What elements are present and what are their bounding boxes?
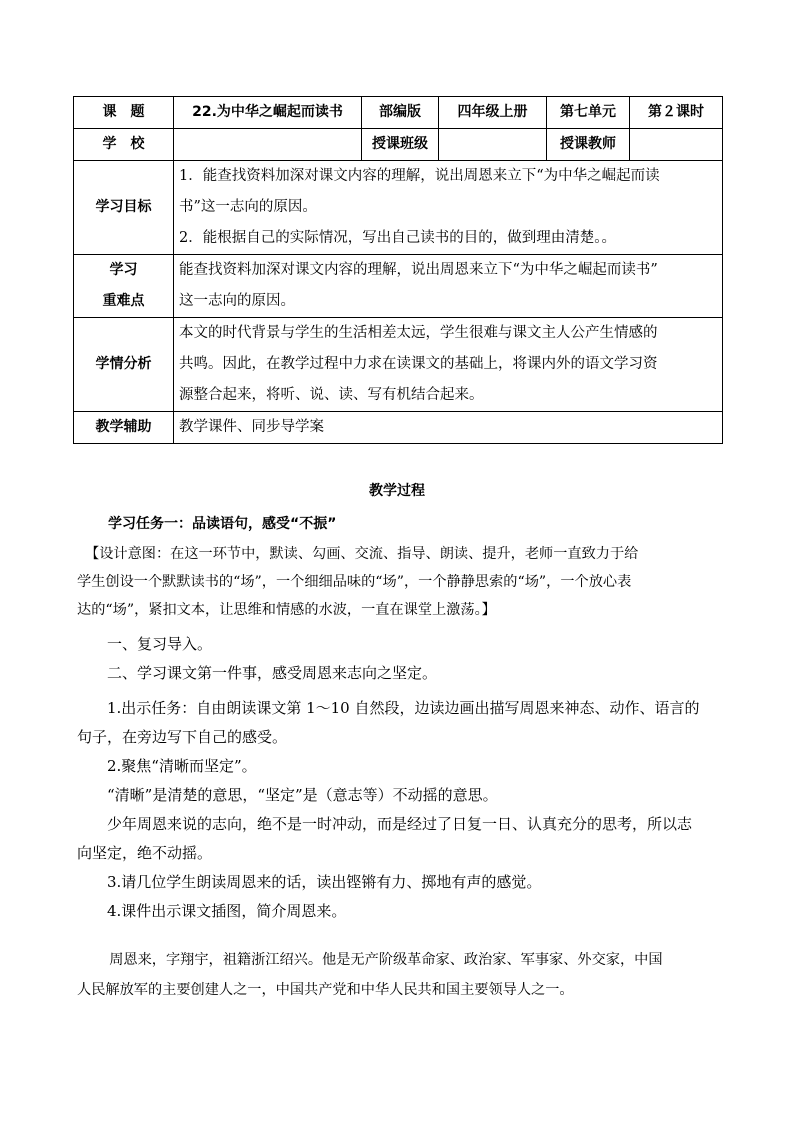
objective-line: 1．能查找资料加深对课文内容的理解，说出周恩来立下“为中华之崛起而读	[179, 168, 660, 184]
key-points-label-line2: 重难点	[102, 293, 145, 309]
objective-line: 2．能根据自己的实际情况，写出自己读书的目的，做到理由清楚。。	[179, 230, 616, 246]
teacher-value	[630, 129, 723, 161]
body-line: 二、学习课文第一件事，感受周恩来志向之坚定。	[77, 664, 438, 682]
table-row	[74, 97, 723, 129]
body-line: 向坚定，绝不动摇。	[77, 844, 213, 862]
body-line: 一、复习导入。	[77, 635, 213, 653]
design-intent-paragraph	[77, 540, 722, 624]
bio-line: 周恩来，字翔宇，祖籍浙江绍兴。他是无产阶级革命家、政治家、军事家、外交家，中国	[95, 952, 663, 968]
period: 第２课时	[630, 97, 723, 129]
key-point-line: 这一志向的原因。	[179, 293, 295, 309]
design-line: 达的“场”，紧扣文本，让思维和情感的水波，一直在课堂上激荡。】	[77, 602, 496, 618]
body-line: 2.聚焦“清晰而坚定”。	[77, 757, 257, 775]
grade: 四年级上册	[439, 97, 547, 129]
key-points-label-line1: 学习	[109, 262, 138, 278]
analysis-label: 学情分析	[74, 318, 174, 412]
body-line: 少年周恩来说的志向，绝不是一时冲动，而是经过了日复一日、认真充分的思考，所以志	[77, 815, 693, 833]
table-row	[74, 412, 723, 444]
table-row	[74, 255, 723, 318]
body-line: 3.请几位学生朗读周恩来的话，读出铿锵有力、掷地有声的感觉。	[77, 873, 542, 891]
body-line: 4.课件出示课文插图，简介周恩来。	[77, 902, 347, 920]
analysis-line: 源整合起来，将听、说、读、写有机结合起来。	[179, 387, 484, 403]
design-line: 学生创设一个默默读书的“场”，一个细细品味的“场”，一个静静思索的“场”，一个放心表	[77, 574, 632, 590]
lesson-info-table	[73, 96, 723, 444]
body-line: “清晰”是清楚的意思，“坚定”是（意志等）不动摇的意思。	[77, 786, 498, 804]
unit: 第七单元	[547, 97, 630, 129]
teacher-label: 授课教师	[547, 129, 630, 161]
lesson-title: 22.为中华之崛起而读书	[174, 97, 362, 129]
class-value	[439, 129, 547, 161]
objectives-content	[174, 161, 723, 255]
task-title: 学习任务一：品读语句，感受“不振”	[108, 516, 337, 532]
aids-content: 教学课件、同步导学案	[174, 412, 723, 444]
body-line: 句子，在旁边写下自己的感受。	[77, 728, 288, 746]
edition: 部编版	[362, 97, 439, 129]
key-points-content	[174, 255, 723, 318]
school-value	[174, 129, 362, 161]
analysis-line: 共鸣。因此，在教学过程中力求在读课文的基础上，将课内外的语文学习资	[179, 356, 658, 372]
bio-line: 人民解放军的主要创建人之一，中国共产党和中华人民共和国主要领导人之一。	[77, 982, 574, 998]
aids-label: 教学辅助	[74, 412, 174, 444]
table-row	[74, 318, 723, 412]
lesson-body	[77, 630, 722, 926]
key-points-label	[74, 255, 174, 318]
class-label: 授课班级	[362, 129, 439, 161]
analysis-line: 本文的时代背景与学生的生活相差太远，学生很难与课文主人公产生情感的	[179, 325, 658, 341]
objectives-label: 学习目标	[74, 161, 174, 255]
key-point-line: 能查找资料加深对课文内容的理解，说出周恩来立下“为中华之崛起而读书”	[179, 262, 658, 278]
objective-line: 书”这一志向的原因。	[179, 199, 317, 215]
analysis-content	[174, 318, 723, 412]
biography-paragraph	[77, 945, 722, 1005]
table-row	[74, 161, 723, 255]
section-heading: 教学过程	[369, 483, 425, 499]
body-line: 1.出示任务：自由朗读课文第 1～10 自然段，边读边画出描写周恩来神态、动作、语言的	[77, 699, 700, 717]
table-row	[74, 129, 723, 161]
school-label: 学 校	[74, 129, 174, 161]
lesson-label: 课 题	[74, 97, 174, 129]
design-line: 【设计意图：在这一环节中，默读、勾画、交流、指导、朗读、提升，老师一直致力于给	[85, 546, 639, 562]
